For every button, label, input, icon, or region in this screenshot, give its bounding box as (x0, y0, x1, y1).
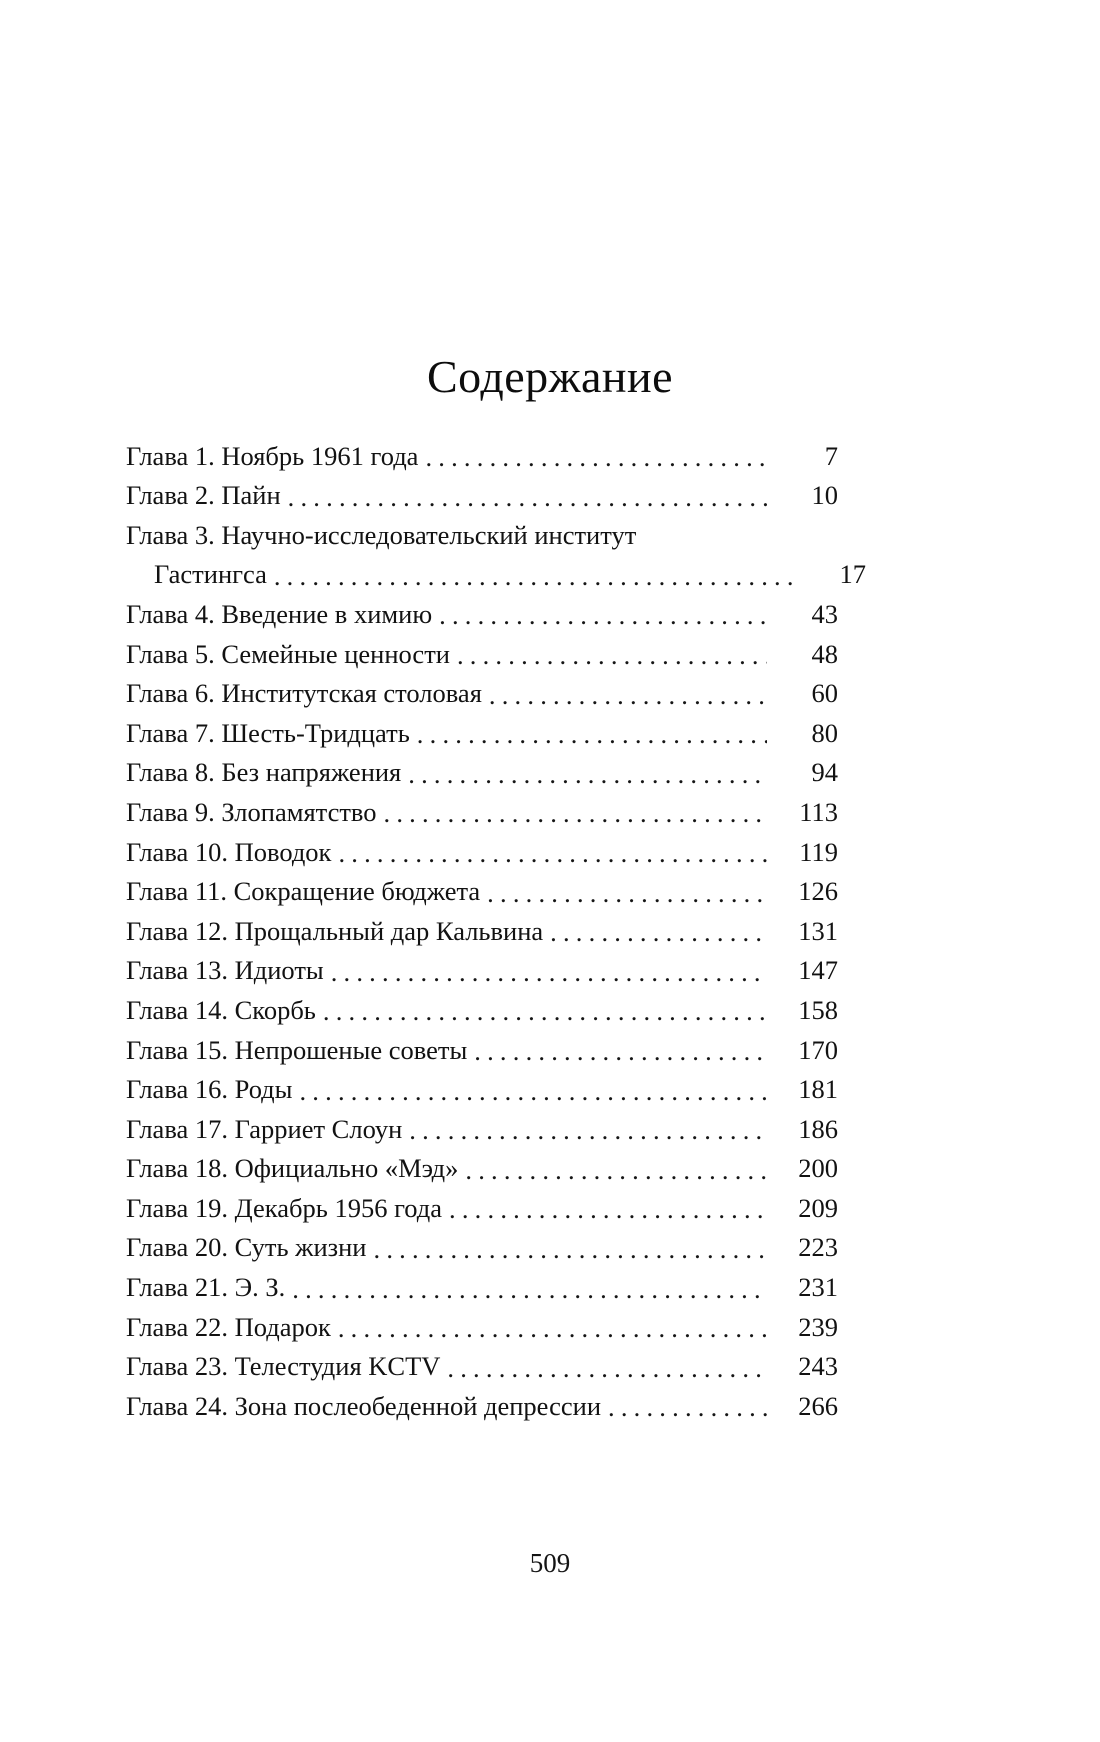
toc-entry[interactable] (126, 1105, 838, 1145)
toc-entry-line (126, 472, 838, 512)
toc-dot-leader (449, 1198, 767, 1224)
toc-entry-page-number: 131 (798, 915, 838, 946)
toc-entry-line (126, 1145, 838, 1185)
toc-dot-leader (474, 1040, 767, 1066)
toc-entry-line (126, 1066, 838, 1106)
toc-entry-title: Глава 4. Введение в химию (126, 598, 433, 629)
toc-entry-line (126, 670, 838, 710)
toc-entry-page-number: 181 (798, 1074, 838, 1105)
toc-entry-page-number: 119 (799, 836, 838, 867)
toc-entry-page-number: 48 (811, 638, 838, 669)
toc-dot-leader (338, 1317, 767, 1343)
page-title: Содержание (426, 351, 674, 402)
toc-entry-title: Глава 19. Декабрь 1956 года (126, 1192, 443, 1223)
toc-entry[interactable] (126, 630, 838, 670)
toc-dot-leader (299, 1079, 767, 1105)
toc-entry-title: Глава 13. Идиоты (126, 955, 324, 986)
toc-entry-title: Глава 12. Прощальный дар Кальвина (126, 915, 544, 946)
toc-entry[interactable] (126, 1184, 838, 1224)
toc-entry[interactable] (126, 670, 838, 710)
toc-entry-page-number: 80 (811, 717, 838, 748)
toc-entry-line (126, 947, 838, 987)
toc-entry-page-number: 147 (798, 955, 838, 986)
toc-entry-title: Глава 22. Подарок (126, 1311, 331, 1342)
toc-entry[interactable] (126, 749, 838, 789)
toc-entry[interactable] (126, 1263, 838, 1303)
toc-dot-leader (417, 723, 767, 749)
table-of-contents-list (126, 432, 866, 1422)
toc-entry-title: Глава 24. Зона послеобеденной депрессии (126, 1390, 601, 1421)
toc-entry-line (126, 1303, 838, 1343)
toc-entry-page-number: 113 (799, 796, 838, 827)
toc-dot-leader (439, 604, 767, 630)
toc-entry-title: Глава 20. Суть жизни (126, 1232, 367, 1263)
toc-dot-leader (457, 644, 767, 670)
toc-entry-title: Глава 8. Без напряжения (126, 757, 402, 788)
toc-entry-page-number: 126 (798, 876, 838, 907)
toc-entry[interactable] (126, 1382, 838, 1422)
toc-entry-title: Гастингса (154, 559, 267, 590)
toc-dot-leader (374, 1237, 768, 1263)
toc-entry-title: Глава 3. Научно-исследовательский институт (126, 519, 637, 550)
toc-entry-page-number: 17 (839, 559, 866, 590)
toc-entry-page-number: 60 (811, 678, 838, 709)
toc-entry[interactable] (126, 1066, 838, 1106)
toc-entry-title: Глава 5. Семейные ценности (126, 638, 450, 669)
toc-entry[interactable] (126, 1145, 838, 1185)
toc-entry-page-number: 223 (798, 1232, 838, 1263)
toc-entry-line (126, 1224, 838, 1264)
toc-entry[interactable] (126, 709, 838, 749)
toc-entry-line (126, 1343, 838, 1383)
toc-entry-line (126, 749, 838, 789)
toc-entry-line (126, 511, 838, 551)
toc-entry-page-number: 158 (798, 994, 838, 1025)
toc-entry-line (126, 907, 838, 947)
toc-entry-page-number: 243 (798, 1351, 838, 1382)
toc-entry[interactable] (126, 1343, 838, 1383)
toc-entry-line (126, 868, 838, 908)
toc-entry-page-number: 10 (811, 480, 838, 511)
toc-entry-line (126, 551, 866, 591)
toc-entry-title: Глава 15. Непрошеные советы (126, 1034, 468, 1065)
footer-page-number: 509 (529, 1548, 571, 1578)
toc-entry[interactable] (126, 986, 838, 1026)
toc-dot-leader (489, 683, 767, 709)
toc-entry[interactable] (126, 1026, 838, 1066)
toc-entry[interactable] (126, 1224, 838, 1264)
toc-entry-title: Глава 18. Официально «Мэд» (126, 1153, 459, 1184)
toc-entry-page-number: 186 (798, 1113, 838, 1144)
toc-entry-page-number: 231 (798, 1272, 838, 1303)
toc-entry-line (126, 986, 838, 1026)
toc-dot-leader (288, 485, 767, 511)
toc-entry-line (126, 1184, 838, 1224)
toc-entry-title: Глава 11. Сокращение бюджета (126, 876, 481, 907)
toc-entry-page-number: 266 (798, 1390, 838, 1421)
toc-dot-leader (643, 525, 767, 551)
toc-entry-line (126, 828, 838, 868)
toc-entry-page-number: 94 (811, 757, 838, 788)
toc-dot-leader (425, 446, 767, 472)
toc-entry[interactable] (126, 828, 838, 868)
toc-dot-leader (323, 1000, 767, 1026)
toc-dot-leader (292, 1277, 767, 1303)
toc-entry-title: Глава 23. Телестудия KCTV (126, 1351, 441, 1382)
toc-entry-line (126, 709, 838, 749)
toc-entry-page-number: 200 (798, 1153, 838, 1184)
toc-entry-line (126, 1263, 838, 1303)
toc-entry-title: Глава 21. Э. З. (126, 1272, 286, 1303)
toc-dot-leader (338, 842, 767, 868)
toc-entry-line (126, 630, 838, 670)
toc-entry-line (126, 788, 838, 828)
toc-entry-line (126, 1026, 838, 1066)
toc-dot-leader (331, 960, 767, 986)
toc-entry-line (126, 1105, 838, 1145)
toc-entry[interactable] (126, 432, 838, 472)
toc-dot-leader (465, 1158, 767, 1184)
toc-entry[interactable] (126, 511, 866, 590)
toc-dot-leader (409, 1119, 767, 1145)
toc-dot-leader (608, 1396, 767, 1422)
toc-entry-page-number: 43 (811, 598, 838, 629)
toc-dot-leader (447, 1356, 767, 1382)
toc-entry[interactable] (126, 1303, 838, 1343)
toc-entry-line (126, 1382, 838, 1422)
toc-entry-title: Глава 17. Гарриет Слоун (126, 1113, 403, 1144)
toc-entry-title: Глава 9. Злопамятство (126, 796, 377, 827)
toc-entry-title: Глава 2. Пайн (126, 480, 281, 511)
toc-entry[interactable] (126, 907, 838, 947)
toc-dot-leader (274, 564, 795, 590)
toc-dot-leader (384, 802, 768, 828)
toc-entry-page-number: 239 (798, 1311, 838, 1342)
toc-entry[interactable] (126, 788, 838, 828)
toc-entry-line (126, 432, 838, 472)
toc-entry-page-number: 170 (798, 1034, 838, 1065)
toc-entry-title: Глава 14. Скорбь (126, 994, 316, 1025)
toc-entry-page-number: 209 (798, 1192, 838, 1223)
toc-dot-leader (487, 881, 767, 907)
toc-entry-title: Глава 16. Роды (126, 1074, 293, 1105)
toc-entry-line (126, 590, 838, 630)
toc-entry[interactable] (126, 868, 838, 908)
toc-entry[interactable] (126, 472, 838, 512)
toc-entry-title: Глава 1. Ноябрь 1961 года (126, 440, 419, 471)
toc-entry-title: Глава 10. Поводок (126, 836, 332, 867)
toc-entry[interactable] (126, 947, 838, 987)
toc-dot-leader (408, 762, 767, 788)
toc-dot-leader (550, 921, 767, 947)
toc-entry[interactable] (126, 590, 838, 630)
toc-entry-title: Глава 7. Шесть-Тридцать (126, 717, 410, 748)
toc-entry-title: Глава 6. Институтская столовая (126, 678, 482, 709)
toc-entry-page-number: 7 (824, 440, 838, 471)
